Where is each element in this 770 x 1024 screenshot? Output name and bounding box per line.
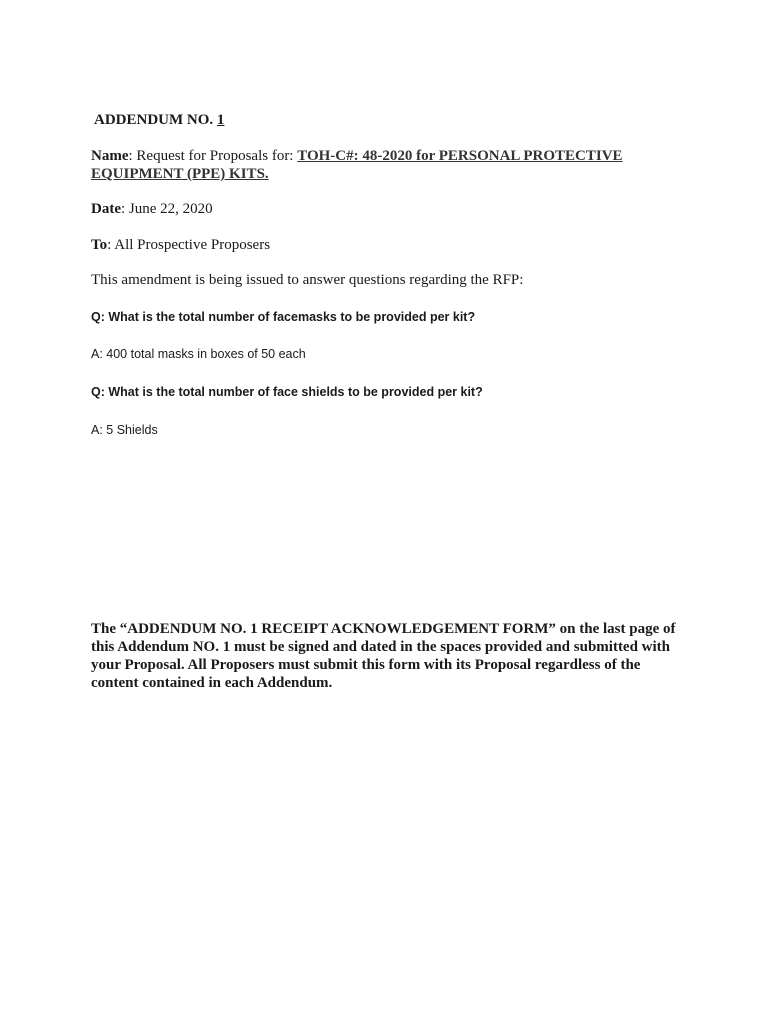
addendum-number: 1 — [216, 112, 225, 128]
date-line — [91, 201, 691, 218]
addendum-heading-prefix: ADDENDUM NO. — [94, 112, 217, 128]
to-label: To — [91, 237, 108, 253]
date-label: Date — [91, 201, 121, 217]
intro-text: This amendment is being issued to answer questions regarding the RFP: — [91, 272, 524, 288]
to-value: : All Prospective Proposers — [107, 237, 271, 253]
answer-2: A: 5 Shields — [91, 423, 158, 437]
date-value: : June 22, 2020 — [121, 201, 213, 217]
rfp-title: TOH-C#: 48-2020 for PERSONAL PROTECTIVE EQUIPMENT (PPE) KITS. — [91, 148, 623, 182]
addendum-heading — [94, 112, 694, 129]
answer-1: A: 400 total masks in boxes of 50 each — [91, 347, 306, 361]
name-line — [91, 147, 651, 183]
name-label: Name — [91, 148, 129, 164]
question-1: Q: What is the total number of facemasks to be provided per kit? — [91, 310, 476, 324]
to-line — [91, 237, 691, 254]
name-text: : Request for Proposals for: — [128, 148, 298, 164]
question-2: Q: What is the total number of face shields to be provided per kit? — [91, 385, 483, 399]
acknowledgement-paragraph: The “ADDENDUM NO. 1 RECEIPT ACKNOWLEDGEMENT FORM” on the last page of this Addendum NO. 1 must be signed and dated in the spaces provided and submitted with your Proposal. All Proposers must submit this form with its Proposal regardless of the content contained in each Addendum. — [91, 621, 676, 691]
